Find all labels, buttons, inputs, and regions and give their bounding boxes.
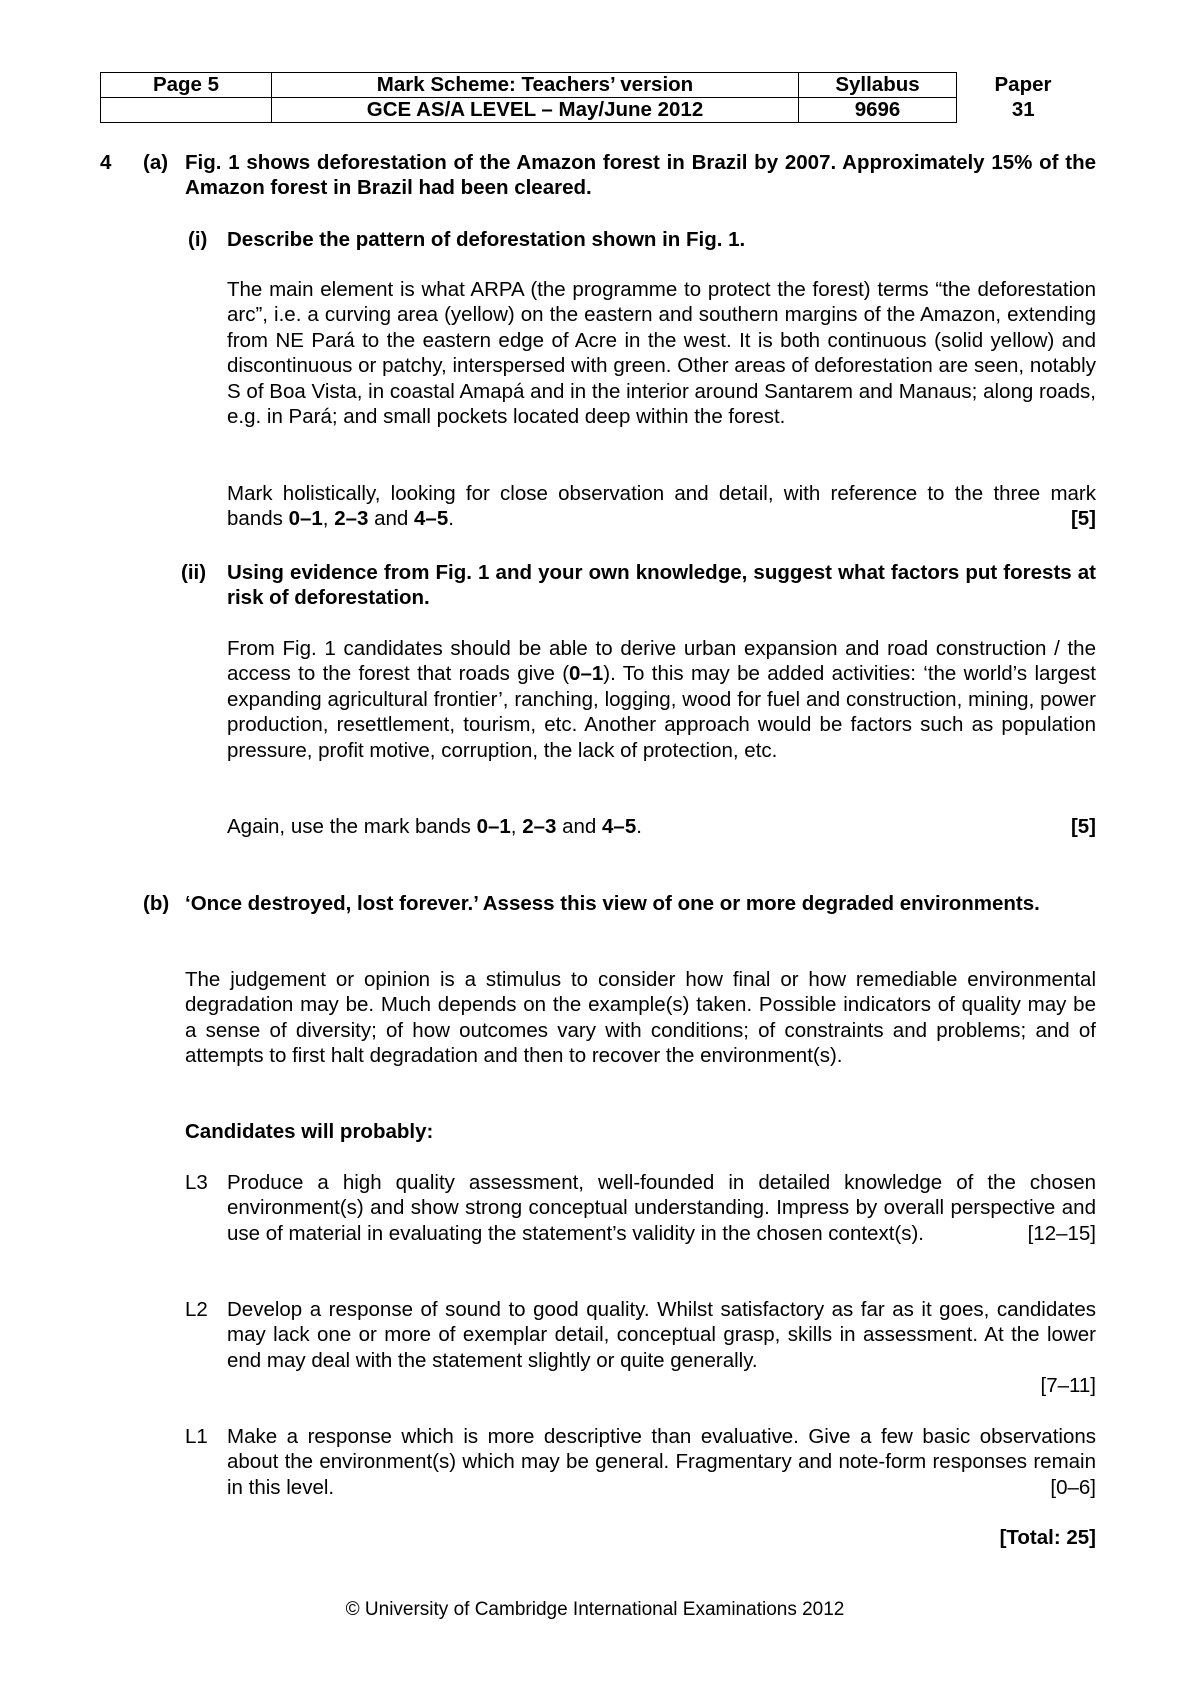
level-label: L2	[185, 1298, 208, 1321]
header-paper-code: 31	[1011, 98, 1035, 121]
copyright-footer: © University of Cambridge International Examinations 2012	[345, 1599, 845, 1620]
band-mid: 2–3	[334, 507, 369, 531]
level-text: Make a response which is more descriptive than evaluative. Give a few basic observations about the environment(s) which may be general. Fragmentary and note-form responses remain in this level.	[227, 1425, 1096, 1499]
level-3	[185, 1170, 1096, 1246]
band-high: 4–5	[602, 815, 637, 838]
period: .	[636, 815, 642, 838]
part-a-ii-mark-guidance	[227, 814, 1096, 839]
header-title: Mark Scheme: Teachers’ version	[272, 73, 799, 98]
level-description	[227, 1297, 1096, 1399]
part-a-ii-answer	[227, 636, 1096, 763]
part-b-label: (b)	[143, 892, 170, 915]
part-a-label: (a)	[143, 151, 169, 174]
header-empty-cell	[101, 98, 272, 123]
band-low: 0–1	[476, 815, 511, 838]
part-a-i-marks: [5]	[1070, 507, 1096, 531]
period: .	[448, 507, 454, 531]
band-mid: 2–3	[522, 815, 557, 838]
header-syllabus-label: Syllabus	[799, 73, 957, 98]
part-a-i-mark-guidance	[227, 481, 1096, 532]
answer-text: From Fig. 1 candidates should be able to derive urban expansion and road construction / the access to the forest that roads give (	[227, 637, 1096, 686]
part-a-stem: Fig. 1 shows deforestation of the Amazon forest in Brazil by 2007. Approximately 15% of the Amazon forest in Brazil had been cleared.	[185, 151, 1096, 200]
part-a-i-answer: The main element is what ARPA (the programme to protect the forest) terms “the deforestation arc”, i.e. a curving area (yellow) on the eastern and southern margins of the Amazon, extending from NE Pará to the eastern edge of Acre in the west. It is both continuous (solid yellow) and discontinuous or patchy, interspersed with green. Other areas of deforestation are seen, notably S of Boa Vista, in coastal Amapá and in the interior around Santarem and Manaus; along roads, e.g. in Pará; and small pockets located deep within the forest.	[227, 278, 1096, 429]
header-exam: GCE AS/A LEVEL – May/June 2012	[272, 98, 799, 123]
part-a-ii-question: Using evidence from Fig. 1 and your own knowledge, suggest what factors put forests at risk of deforestation.	[227, 561, 1096, 610]
level-text: Develop a response of sound to good quality. Whilst satisfactory as far as it goes, candidates may lack one or more of exemplar detail, conceptual grasp, skills in assessment. At the lower end may deal with the statement slightly or quite generally.	[227, 1298, 1096, 1372]
part-b-answer: The judgement or opinion is a stimulus to consider how final or how remediable environmental degradation may be. Much depends on the example(s) taken. Possible indicators of quality may be a sense of diversity; of how outcomes vary with conditions; of constraints and problems; and of attempts to first halt degradation and then to recover the environment(s).	[185, 968, 1096, 1068]
header-page: Page 5	[101, 73, 272, 98]
level-marks: [0–6]	[1050, 1475, 1096, 1499]
level-description	[227, 1170, 1096, 1246]
level-marks: [12–15]	[1027, 1221, 1096, 1245]
total-marks: [Total: 25]	[999, 1526, 1096, 1549]
header-table	[100, 72, 1090, 123]
level-label: L1	[185, 1425, 208, 1448]
part-a-ii-marks: [5]	[1070, 815, 1096, 838]
separator: and	[556, 815, 603, 838]
band-high: 4–5	[414, 507, 449, 531]
candidates-heading: Candidates will probably:	[185, 1120, 434, 1143]
level-description	[227, 1424, 1096, 1500]
mark-guidance-text: Mark holistically, looking for close observation and detail, with reference to the three mark bands	[227, 482, 1096, 531]
level-1	[185, 1424, 1096, 1500]
question-number: 4	[100, 151, 112, 174]
level-label: L3	[185, 1171, 208, 1194]
level-text: Produce a high quality assessment, well-founded in detailed knowledge of the chosen environment(s) and show strong conceptual understanding. Impress by overall perspective and use of material in evaluating the statement’s validity in the chosen context(s).	[227, 1171, 1096, 1245]
header-syllabus-code: 9696	[799, 98, 957, 123]
level-2	[185, 1297, 1096, 1399]
band-low: 0–1	[569, 662, 604, 686]
separator: and	[368, 507, 415, 531]
part-b-question: ‘Once destroyed, lost forever.’ Assess this view of one or more degraded environments.	[185, 892, 1040, 915]
separator: ,	[510, 815, 523, 838]
band-low: 0–1	[288, 507, 323, 531]
part-a-i-label: (i)	[188, 228, 208, 251]
header-paper-label: Paper	[994, 73, 1052, 96]
separator: ,	[322, 507, 335, 531]
part-a-i-question: Describe the pattern of deforestation shown in Fig. 1.	[227, 228, 746, 251]
mark-guidance-text: Again, use the mark bands	[227, 815, 477, 838]
answer-text: ). To this may be added activities: ‘the world’s largest expanding agricultural frontier’, ranching, logging, wood for fuel and construction, mining, power production, resettlement, tourism, etc. Another approach would be factors such as population pressure, profit motive, corruption, the lack of protection, etc.	[227, 662, 1096, 762]
part-a-ii-label: (ii)	[181, 561, 207, 584]
level-marks: [7–11]	[1040, 1374, 1096, 1398]
